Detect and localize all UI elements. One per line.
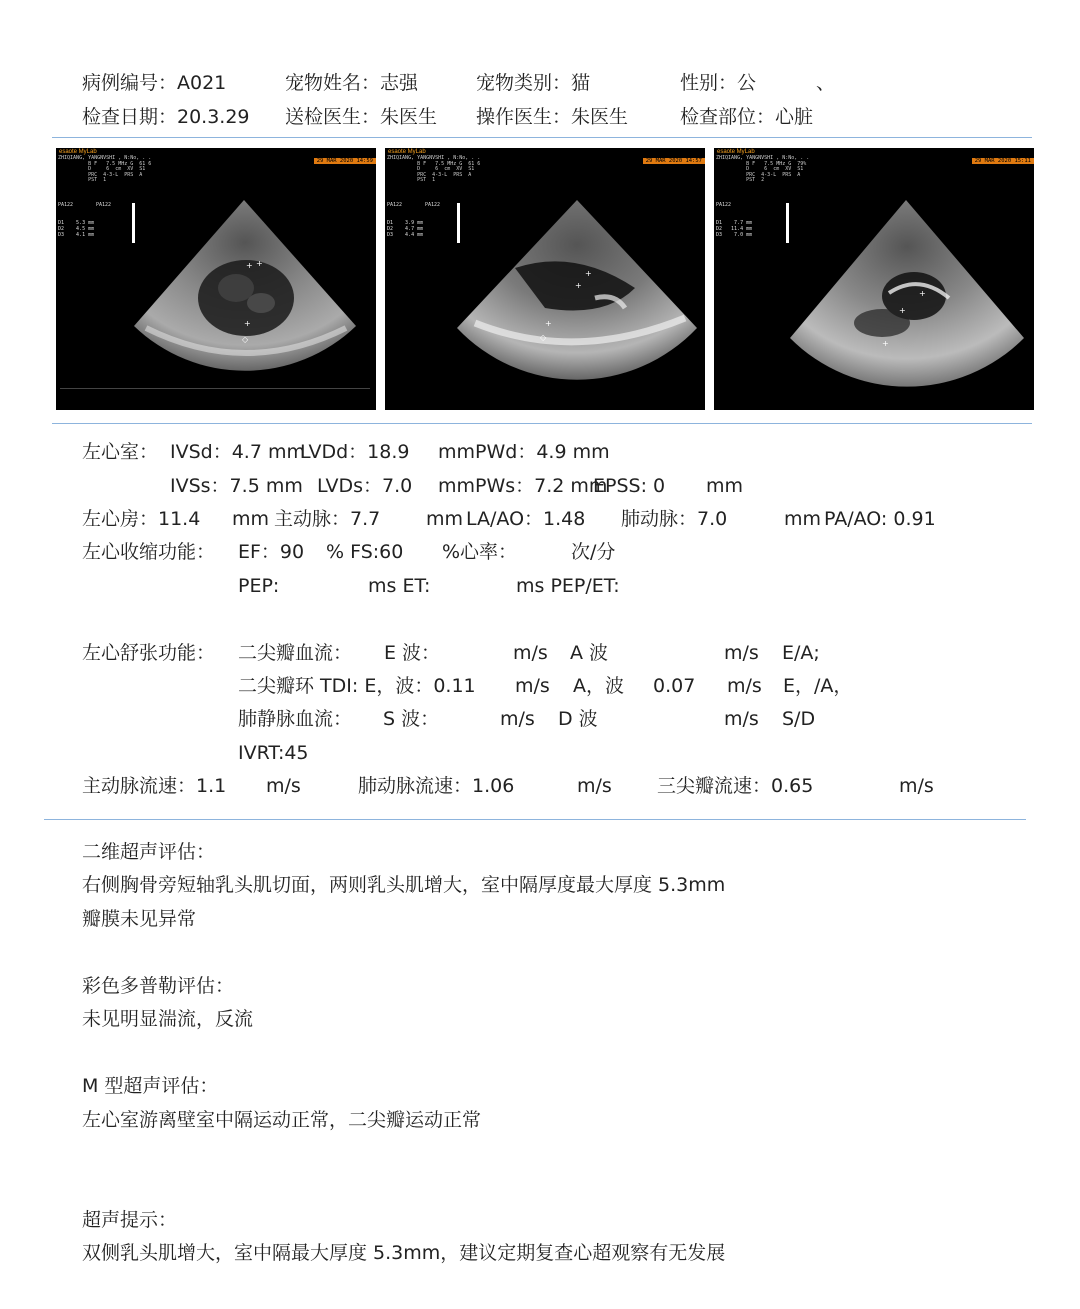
aorta-value: 主动脉：7.7 xyxy=(274,508,381,530)
referring-doctor: 送检医生：朱医生 xyxy=(285,106,438,128)
image-brand-3: esaote MyLab xyxy=(717,149,755,155)
doppler-line-1: 未见明显湍流，反流 xyxy=(82,1008,254,1030)
divider-measurements xyxy=(44,819,1026,820)
systolic-label: 左心收缩功能： xyxy=(82,541,216,563)
ef-value: EF：90 xyxy=(238,541,305,563)
image-header-3: ZHIQIANG, YANGNVSHI , N:No, . . B F 7.5 MHz G 79% D 6 cm XV S1 PRC 4-3-L PRS A PST 2 xyxy=(716,155,810,183)
heart-rate-label: %心率： xyxy=(442,541,518,563)
aorta-unit: mm xyxy=(426,508,464,530)
image-header-2: ZHIQIANG, YANGNVSHI , N:No, . . B F 7.5 MHz G 61 6 D 6 cm XV S1 PRC 4-3-L PRS A PST 1 xyxy=(387,155,481,183)
ea-label: E/A; xyxy=(782,642,820,664)
image-pa2-2: PA122 xyxy=(425,202,441,208)
svg-text:+: + xyxy=(575,281,582,290)
svg-text:+: + xyxy=(256,259,263,268)
pet-name: 宠物姓名：志强 xyxy=(285,72,419,94)
s-wave-unit: m/s xyxy=(500,708,535,730)
two-d-line-2: 瓣膜未见异常 xyxy=(82,908,197,930)
exam-site: 检查部位：心脏 xyxy=(680,106,814,128)
svg-text:+: + xyxy=(244,319,251,328)
svg-text:+: + xyxy=(545,319,552,328)
pulmonary-artery-value: 肺动脉：7.0 xyxy=(621,508,728,530)
pulmonary-velocity-unit: m/s xyxy=(577,775,612,797)
la-ao-value: LA/AO：1.48 xyxy=(466,508,586,530)
la-value: 左心房：11.4 xyxy=(82,508,201,530)
aortic-velocity-unit: m/s xyxy=(266,775,301,797)
conclusion-title: 超声提示： xyxy=(82,1209,178,1231)
svg-text:+: + xyxy=(585,269,592,278)
tdi-e-unit: m/s xyxy=(515,675,550,697)
et-label: ms ET: xyxy=(368,575,431,597)
image-pa-2: PA122 xyxy=(387,202,403,208)
tdi-a-label: A，波 xyxy=(573,675,624,697)
image-header-1: ZHIQIANG, YANGNVSHI , N:No, . . B F 7.5 MHz G 61 6 D 6 cm XV S1 PRC 4-3-L PRS A PST 1 xyxy=(58,155,152,183)
mitral-tdi-value: 二尖瓣环 TDI: E，波：0.11 xyxy=(238,675,476,697)
d-wave-label: D 波 xyxy=(558,708,598,730)
sd-label: S/D xyxy=(782,708,816,730)
ivss-value: IVSs：7.5 mm xyxy=(170,475,303,497)
tricuspid-velocity-value: 三尖瓣流速：0.65 xyxy=(657,775,814,797)
ultrasound-image-2 xyxy=(385,148,705,410)
pulmonary-artery-unit: mm xyxy=(784,508,822,530)
lvds-value: LVDs：7.0 xyxy=(317,475,413,497)
exam-date: 检查日期：20.3.29 xyxy=(82,106,250,128)
m-mode-title: M 型超声评估： xyxy=(82,1075,219,1097)
image-measurements-2: D1 3.9 mm D2 4.7 mm D3 4.4 mm xyxy=(387,220,424,238)
two-d-line-1: 右侧胸骨旁短轴乳头肌切面，两则乳头肌增大，室中隔厚度最大厚度 5.3mm xyxy=(82,874,726,896)
fs-value: % FS:60 xyxy=(326,541,404,563)
pet-gender: 性别：公 xyxy=(680,72,757,94)
pwd-value: mmPWd：4.9 mm xyxy=(438,441,610,463)
image-brand-2: esaote MyLab xyxy=(388,149,426,155)
epss-value: EPSS: 0 xyxy=(593,475,666,497)
lv-label: 左心室： xyxy=(82,441,159,463)
ultrasound-sector-2 xyxy=(385,148,705,410)
epss-unit: mm xyxy=(706,475,744,497)
svg-text:+: + xyxy=(246,261,253,270)
svg-text:◇: ◇ xyxy=(242,335,249,344)
image-brand-1: esaote MyLab xyxy=(59,149,97,155)
diastolic-label: 左心舒张功能： xyxy=(82,642,216,664)
image-pa-1: PA122 xyxy=(58,202,74,208)
pulmonary-velocity-value: 肺动脉流速：1.06 xyxy=(358,775,515,797)
case-number: 病例编号：A021 xyxy=(82,72,227,94)
tdi-ea-label: E，/A， xyxy=(783,675,853,697)
tdi-a-value: 0.07 xyxy=(653,675,696,697)
la-unit: mm xyxy=(232,508,270,530)
mitral-flow-label: 二尖瓣血流： xyxy=(238,642,353,664)
stray-mark: 、 xyxy=(816,72,836,94)
svg-text:+: + xyxy=(919,289,926,298)
e-wave-label: E 波： xyxy=(384,642,441,664)
image-pa-3: PA122 xyxy=(716,202,732,208)
two-d-title: 二维超声评估： xyxy=(82,841,216,863)
divider-images xyxy=(52,423,1032,424)
ultrasound-image-3 xyxy=(714,148,1034,410)
ultrasound-sector-3 xyxy=(714,148,1034,410)
image-measurements-1: D1 5.3 mm D2 4.5 mm D3 4.1 mm xyxy=(58,220,95,238)
d-wave-unit: m/s xyxy=(724,708,759,730)
a-wave-unit: m/s xyxy=(724,642,759,664)
a-wave-label: A 波 xyxy=(570,642,609,664)
image-date-3: 29 MAR 2020 15:11 xyxy=(972,158,1034,164)
image-measurements-3: D1 7.7 mm D2 11.4 mm D3 7.0 mm xyxy=(716,220,753,238)
tdi-a-unit: m/s xyxy=(727,675,762,697)
divider-top xyxy=(52,137,1032,138)
pa-ao-value: PA/AO: 0.91 xyxy=(824,508,936,530)
pet-type: 宠物类别：猫 xyxy=(476,72,591,94)
image-date-2: 29 MAR 2020 14:57 xyxy=(643,158,705,164)
ultrasound-sector-1 xyxy=(56,148,376,410)
m-mode-line-1: 左心室游离壁室中隔运动正常，二尖瓣运动正常 xyxy=(82,1109,482,1131)
aortic-velocity-value: 主动脉流速：1.1 xyxy=(82,775,227,797)
operating-doctor: 操作医生：朱医生 xyxy=(476,106,629,128)
pep-label: PEP: xyxy=(238,575,280,597)
conclusion-line-1: 双侧乳头肌增大，室中隔最大厚度 5.3mm，建议定期复查心超观察有无发展 xyxy=(82,1242,726,1264)
tricuspid-velocity-unit: m/s xyxy=(899,775,934,797)
doppler-title: 彩色多普勒评估： xyxy=(82,975,235,997)
svg-text:+: + xyxy=(882,339,889,348)
image-pa2-1: PA122 xyxy=(96,202,112,208)
e-wave-unit: m/s xyxy=(513,642,548,664)
s-wave-label: S 波： xyxy=(383,708,440,730)
svg-text:+: + xyxy=(899,306,906,315)
pep-et-label: ms PEP/ET: xyxy=(516,575,620,597)
heart-rate-unit: 次/分 xyxy=(571,541,616,563)
lvdd-value: LVDd：18.9 xyxy=(300,441,410,463)
pws-value: mmPWs：7.2 mm xyxy=(438,475,608,497)
image-date-1: 29 MAR 2020 14:59 xyxy=(314,158,376,164)
ultrasound-image-1 xyxy=(56,148,376,410)
svg-text:◇: ◇ xyxy=(540,333,547,342)
ivsd-value: IVSd：4.7 mm xyxy=(170,441,305,463)
pulmonary-vein-label: 肺静脉血流： xyxy=(238,708,353,730)
ivrt-value: IVRT:45 xyxy=(238,742,309,764)
